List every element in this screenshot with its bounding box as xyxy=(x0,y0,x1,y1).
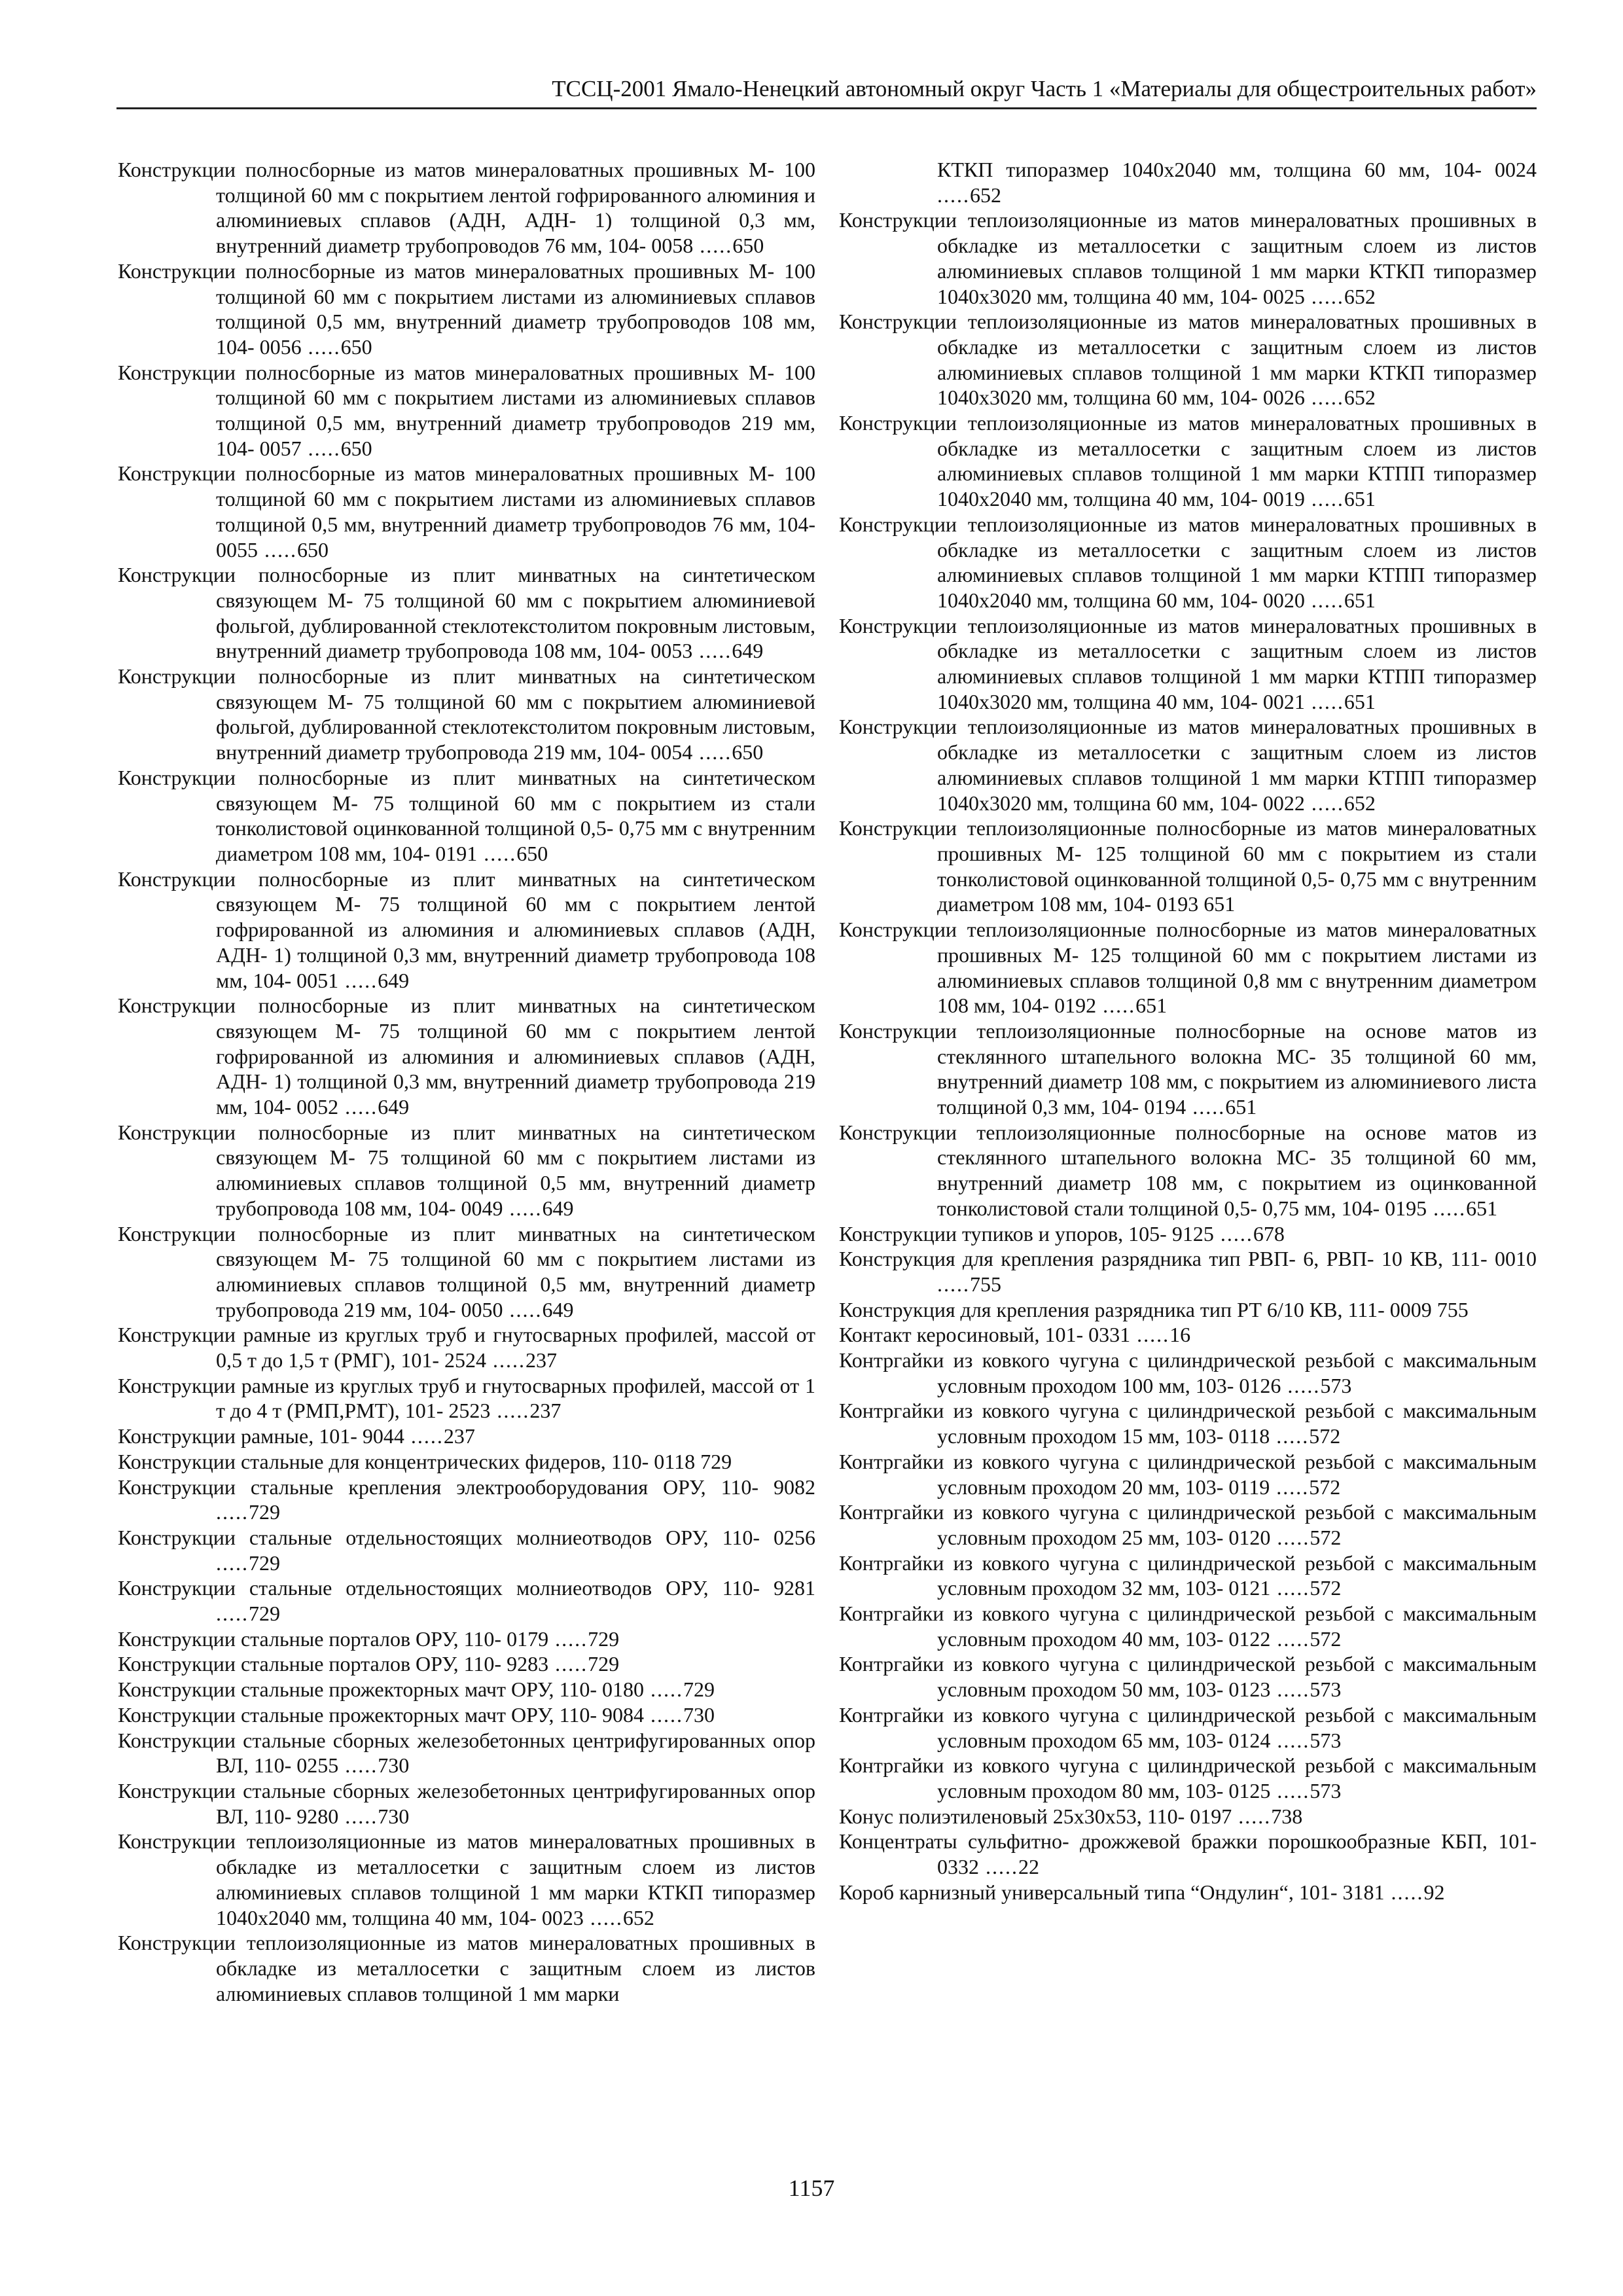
index-entry xyxy=(118,1930,815,2006)
index-entry-text: Конструкции теплоизоляционные из матов минераловатных прошивных в обкладке из металлосетки с защитным слоем из листов алюминиевых сплавов толщиной 1 мм марки КТПП типоразмер 1040х2040 мм, толщина 40 мм, 104- 0019 xyxy=(839,411,1537,511)
dot-leader: ..... xyxy=(486,1348,526,1372)
index-entry-text: Конструкции теплоизоляционные из матов минераловатных прошивных в обкладке из металлосетки с защитным слоем из листов алюминиевых сплавов толщиной 1 мм марки КТКП типоразмер 1040х3020 мм, толщина 60 мм, 104- 0026 xyxy=(839,310,1537,410)
index-entry-text: Конструкции стальные отдельностоящих молниеотводов ОРУ, 110- 0256 xyxy=(118,1525,815,1549)
dot-leader: ..... xyxy=(1270,1728,1310,1752)
index-entry-text: Контргайки из ковкого чугуна с цилиндрической резьбой с максимальным условным проходом 50 мм, 103- 0123 xyxy=(839,1652,1537,1702)
index-entry-text: Конструкции теплоизоляционные из матов минераловатных прошивных в обкладке из металлосетки с защитным слоем из листов алюминиевых сплавов толщиной 1 мм марки xyxy=(118,1931,815,2005)
dot-leader: ..... xyxy=(503,1297,543,1321)
dot-leader: ..... xyxy=(1281,1373,1321,1397)
index-entry-page: 573 xyxy=(1310,1677,1342,1702)
index-entry-text: Конструкции стальные сборных железобетонных центрифугированных опор ВЛ, 110- 0255 xyxy=(118,1728,815,1778)
index-entry-page: 652 xyxy=(1344,284,1376,308)
index-entry-text: Конструкции теплоизоляционные полносборные из матов минераловатных прошивных М- 125 толщиной 60 мм с покрытием из стали тонколистовой оцинкованной толщиной 0,5- 0,75 мм с внутренним диаметром 108 мм, 104- 0193 651 xyxy=(839,816,1537,916)
index-entry-text: Конструкции рамные из круглых труб и гнутосварных профилей, массой от 0,5 т до 1,5 т (РМГ), 101- 2524 xyxy=(118,1323,815,1372)
index-entry-text: Конструкции теплоизоляционные полносборные из матов минераловатных прошивных М- 125 толщиной 60 мм с покрытием листами из алюминиевых сплавов толщиной 0,8 мм с внутренним диаметром 108 мм, 104- 0192 xyxy=(839,918,1537,1018)
index-entry-page: 729 xyxy=(683,1677,715,1702)
index-entry xyxy=(118,157,815,259)
index-entry-page: 237 xyxy=(529,1399,562,1423)
index-entry-text: Конструкции стальные для концентрических фидеров, 110- 0118 729 xyxy=(118,1449,732,1473)
index-entry-page: 16 xyxy=(1169,1323,1191,1347)
index-entry-page: 572 xyxy=(1309,1475,1341,1499)
page-number: 1157 xyxy=(788,2175,835,2201)
index-entry xyxy=(839,613,1537,715)
index-entry-page: 729 xyxy=(249,1602,280,1626)
index-entry xyxy=(839,1221,1537,1247)
dot-leader: ..... xyxy=(1304,284,1344,308)
index-entry xyxy=(839,1753,1537,1803)
index-entry xyxy=(839,714,1537,816)
index-entry-text: Конструкции полносборные из плит минватных на синтетическом связующем М- 75 толщиной 60 мм с покрытием листами из алюминиевых сплавов толщиной 0,5 мм, внутренний диаметр трубопровода 108 мм, 104- 0049 xyxy=(118,1120,815,1220)
index-entry-text: Конструкции полносборные из плит минватных на синтетическом связующем М- 75 толщиной 60 мм с покрытием алюминиевой фольгой, дублированной стеклотекстолитом покровным листовым, внутренний диаметр трубопровода 108 мм, 104- 0053 xyxy=(118,563,815,663)
index-entry-page: 755 xyxy=(970,1272,1001,1296)
index-entry-text: Короб карнизный универсальный типа “Ондулин“, 101- 3181 xyxy=(839,1880,1385,1904)
index-entry xyxy=(839,1348,1537,1398)
dot-leader: ..... xyxy=(692,639,732,663)
dot-leader: ..... xyxy=(338,1753,378,1778)
index-entry-text: Конструкции стальные сборных железобетонных центрифугированных опор ВЛ, 110- 9280 xyxy=(118,1779,815,1828)
dot-leader: ..... xyxy=(583,1905,623,1929)
dot-leader: ..... xyxy=(490,1399,530,1423)
dot-leader: ..... xyxy=(338,1804,378,1828)
dot-leader: ..... xyxy=(1270,1626,1310,1651)
dot-leader: ..... xyxy=(548,1626,588,1651)
index-entry-text: Контргайки из ковкого чугуна с цилиндрической резьбой с максимальным условным проходом 20 мм, 103- 0119 xyxy=(839,1449,1537,1499)
index-entry-text: Контргайки из ковкого чугуна с цилиндрической резьбой с максимальным условным проходом 32 мм, 103- 0121 xyxy=(839,1551,1537,1600)
dot-leader: ..... xyxy=(1304,588,1344,612)
index-entry-text: Конструкции теплоизоляционные из матов минераловатных прошивных в обкладке из металлосетки с защитным слоем из листов алюминиевых сплавов толщиной 1 мм марки КТПП типоразмер 1040х2040 мм, толщина 60 мм, 104- 0020 xyxy=(839,512,1537,612)
index-entry xyxy=(839,1120,1537,1221)
dot-leader: ..... xyxy=(1270,1424,1310,1448)
index-entry-page: 573 xyxy=(1310,1779,1342,1803)
index-entry-text: Контргайки из ковкого чугуна с цилиндрической резьбой с максимальным условным проходом 25 мм, 103- 0120 xyxy=(839,1500,1537,1549)
index-entry xyxy=(118,1373,815,1424)
index-entry-page: 651 xyxy=(1344,588,1376,612)
index-entry xyxy=(839,1804,1537,1829)
index-entry-text: Концентраты сульфитно- дрожжевой бражки порошкообразные КБП, 101- 0332 xyxy=(839,1829,1537,1879)
index-entry-page: 649 xyxy=(732,639,764,663)
index-entry-text: Контргайки из ковкого чугуна с цилиндрической резьбой с максимальным условным проходом 15 мм, 103- 0118 xyxy=(839,1399,1537,1448)
index-entry xyxy=(118,1677,815,1702)
dot-leader: ..... xyxy=(979,1855,1018,1879)
running-header: ТССЦ-2001 Ямало-Ненецкий автономный округ Часть 1 «Материалы для общестроительных работ» xyxy=(116,71,1537,109)
dot-leader: ..... xyxy=(937,183,970,207)
index-entry-page: 650 xyxy=(732,234,764,258)
index-entry xyxy=(839,1499,1537,1550)
dot-leader: ..... xyxy=(216,1602,249,1626)
index-entry xyxy=(839,1322,1537,1348)
index-entry xyxy=(839,1398,1537,1448)
dot-leader: ..... xyxy=(1186,1095,1226,1119)
index-entry xyxy=(839,1651,1537,1702)
index-entry-text: Конструкции теплоизоляционные полносборные на основе матов из стеклянного штапельного волокна МС- 35 толщиной 60 мм, внутренний диаметр 108 мм, с покрытием из алюминиевого листа толщиной 0,3 мм, 104- 0194 xyxy=(839,1018,1537,1119)
index-entry-text: Конструкции стальные крепления электрооборудования ОРУ, 110- 9082 xyxy=(118,1475,815,1499)
index-entry-text: Конструкции рамные из круглых труб и гнутосварных профилей, массой от 1 т до 4 т (РМП,РМТ), 101- 2523 xyxy=(118,1373,815,1423)
dot-leader: ..... xyxy=(1232,1804,1272,1828)
index-entry-text: Конструкции теплоизоляционные из матов минераловатных прошивных в обкладке из металлосетки с защитным слоем из листов алюминиевых сплавов толщиной 1 мм марки КТПП типоразмер 1040х3020 мм, толщина 40 мм, 104- 0021 xyxy=(839,613,1537,713)
dot-leader: ..... xyxy=(1213,1221,1253,1246)
index-entry xyxy=(839,309,1537,410)
index-entry-page: 572 xyxy=(1310,1576,1342,1600)
index-entry xyxy=(118,1829,815,1930)
index-entry xyxy=(839,1880,1537,1905)
dot-leader: ..... xyxy=(338,1095,378,1119)
index-entry-text: Конструкции полносборные из матов минераловатных прошивных М- 100 толщиной 60 мм с покрытием листами из алюминиевых сплавов толщиной 0,5 мм, внутренний диаметр трубопроводов 219 мм, 104- 0057 xyxy=(118,360,815,460)
index-entry-page: 651 xyxy=(1344,689,1376,713)
index-entry-text: Конструкции стальные отдельностоящих молниеотводов ОРУ, 110- 9281 xyxy=(118,1576,815,1600)
index-entry-page: 650 xyxy=(340,436,372,460)
dot-leader: ..... xyxy=(693,234,733,258)
index-entry xyxy=(118,1475,815,1525)
dot-leader: ..... xyxy=(692,740,732,764)
index-entry-page: 650 xyxy=(516,841,548,865)
index-entry-text: Конструкции полносборные из матов минераловатных прошивных М- 100 толщиной 60 мм с покрытием листами из алюминиевых сплавов толщиной 0,5 мм, внутренний диаметр трубопроводов 108 мм, 104- 0056 xyxy=(118,259,815,359)
index-entry-page: 650 xyxy=(340,334,372,359)
index-entry-text: Конструкции рамные, 101- 9044 xyxy=(118,1424,404,1448)
index-entry-text: Конструкции полносборные из плит минватных на синтетическом связующем М- 75 толщиной 60 мм с покрытием лентой гофрированной из алюминия и алюминиевых сплавов (АДН, АДН- 1) толщиной 0,3 мм, внутренний диаметр трубопровода 219 мм, 104- 0052 xyxy=(118,994,815,1119)
dot-leader: ..... xyxy=(1270,1779,1310,1803)
dot-leader: ..... xyxy=(258,537,297,562)
index-entry-page: 237 xyxy=(525,1348,557,1372)
index-entry xyxy=(118,1424,815,1449)
dot-leader: ..... xyxy=(301,436,341,460)
index-entry-text: Конструкции теплоизоляционные из матов минераловатных прошивных в обкладке из металлосетки с защитным слоем из листов алюминиевых сплавов толщиной 1 мм марки КТКП типоразмер 1040х3020 мм, толщина 40 мм, 104- 0025 xyxy=(839,208,1537,308)
index-entry xyxy=(118,1120,815,1221)
index-entry-text: Конус полиэтиленовый 25х30х53, 110- 0197 xyxy=(839,1804,1232,1828)
index-entry-page: 237 xyxy=(443,1424,475,1448)
index-entry-page: 652 xyxy=(1344,791,1376,815)
dot-leader: ..... xyxy=(1270,1576,1310,1600)
index-entry-page: 730 xyxy=(378,1753,410,1778)
index-entry xyxy=(118,1449,815,1475)
index-entry-text: Конструкции полносборные из плит минватных на синтетическом связующем М- 75 толщиной 60 мм с покрытием лентой гофрированной из алюминия и алюминиевых сплавов (АДН, АДН- 1) толщиной 0,3 мм, внутренний диаметр трубопровода 108 мм, 104- 0051 xyxy=(118,867,815,992)
index-entry-page: 649 xyxy=(378,968,410,992)
index-entry xyxy=(839,816,1537,917)
index-entry-text: Конструкции стальные порталов ОРУ, 110- 9283 xyxy=(118,1652,549,1676)
index-entry xyxy=(118,1651,815,1677)
dot-leader: ..... xyxy=(548,1652,588,1676)
index-entry xyxy=(118,993,815,1120)
dot-leader: ..... xyxy=(477,841,517,865)
dot-leader: ..... xyxy=(643,1702,683,1727)
index-entry-page: 572 xyxy=(1310,1525,1342,1549)
dot-leader: ..... xyxy=(338,968,378,992)
index-entry-page: 678 xyxy=(1253,1221,1285,1246)
index-entry-text: КТКП типоразмер 1040х2040 мм, толщина 60 мм, 104- 0024 xyxy=(937,158,1537,181)
dot-leader: ..... xyxy=(503,1196,543,1220)
index-entry-text: Контргайки из ковкого чугуна с цилиндрической резьбой с максимальным условным проходом 65 мм, 103- 0124 xyxy=(839,1702,1537,1752)
index-entry xyxy=(118,1575,815,1626)
index-entry-page: 650 xyxy=(297,537,329,562)
index-entry-text: Конструкция для крепления разрядника тип РВП- 6, РВП- 10 КВ, 111- 0010 xyxy=(839,1247,1537,1271)
index-entry xyxy=(839,1601,1537,1651)
dot-leader: ..... xyxy=(1304,791,1344,815)
dot-leader: ..... xyxy=(216,1500,249,1524)
index-entry-page: 649 xyxy=(542,1196,574,1220)
index-entry xyxy=(118,360,815,461)
index-entry-text: Конструкции теплоизоляционные полносборные на основе матов из стеклянного штапельного волокна МС- 35 толщиной 60 мм, внутренний диаметр 108 мм, с покрытием из оцинкованной тонколистовой стали толщиной 0,5- 0,75 мм, 104- 0195 xyxy=(839,1120,1537,1220)
index-entry-page: 651 xyxy=(1466,1196,1498,1220)
index-entry-text: Конструкции полносборные из матов минераловатных прошивных М- 100 толщиной 60 мм с покрытием лентой гофрированного алюминия и алюминиевых сплавов (АДН, АДН- 1) толщиной 0,3 мм, внутренний диаметр трубопроводов 76 мм, 104- 0058 xyxy=(118,158,815,258)
index-entry-text: Контакт керосиновый, 101- 0331 xyxy=(839,1323,1131,1347)
index-entry xyxy=(118,461,815,562)
index-entry-page: 729 xyxy=(588,1626,620,1651)
index-entry xyxy=(839,917,1537,1018)
index-entry-page: 651 xyxy=(1344,487,1376,511)
index-entry-text: Конструкции теплоизоляционные из матов минераловатных прошивных в обкладке из металлосетки с защитным слоем из листов алюминиевых сплавов толщиной 1 мм марки КТКП типоразмер 1040х2040 мм, толщина 40 мм, 104- 0023 xyxy=(118,1829,815,1929)
index-entry-page: 649 xyxy=(542,1297,574,1321)
dot-leader: ..... xyxy=(301,334,341,359)
index-entry-text: Контргайки из ковкого чугуна с цилиндрической резьбой с максимальным условным проходом 100 мм, 103- 0126 xyxy=(839,1348,1537,1397)
index-entry-text: Контргайки из ковкого чугуна с цилиндрической резьбой с максимальным условным проходом 80 мм, 103- 0125 xyxy=(839,1753,1537,1803)
index-entry-text: Конструкция для крепления разрядника тип РТ 6/10 КВ, 111- 0009 755 xyxy=(839,1297,1469,1321)
index-entry-page: 730 xyxy=(683,1702,715,1727)
dot-leader: ..... xyxy=(1270,1525,1310,1549)
index-entry xyxy=(118,1778,815,1829)
index-entry-page: 651 xyxy=(1135,994,1168,1018)
index-entry xyxy=(118,664,815,765)
index-entry-page: 649 xyxy=(378,1095,410,1119)
dot-leader: ..... xyxy=(1304,487,1344,511)
dot-leader: ..... xyxy=(1270,1475,1310,1499)
dot-leader: ..... xyxy=(1304,386,1344,410)
dot-leader: ..... xyxy=(216,1551,249,1575)
index-entry xyxy=(839,410,1537,512)
index-entry xyxy=(118,1702,815,1728)
index-entry-page: 652 xyxy=(970,183,1001,207)
dot-leader: ..... xyxy=(1384,1880,1424,1904)
index-entry-text: Конструкции полносборные из матов минераловатных прошивных М- 100 толщиной 60 мм с покрытием листами из алюминиевых сплавов толщиной 0,5 мм, внутренний диаметр трубопроводов 76 мм, 104- 0055 xyxy=(118,461,815,562)
index-entry xyxy=(118,1525,815,1575)
index-entry xyxy=(118,765,815,867)
index-column-right xyxy=(839,157,1537,2134)
index-entry xyxy=(839,512,1537,613)
index-entry-text: Конструкции полносборные из плит минватных на синтетическом связующем М- 75 толщиной 60 мм с покрытием алюминиевой фольгой, дублированной стеклотекстолитом покровным листовым, внутренний диаметр трубопровода 219 мм, 104- 0054 xyxy=(118,664,815,764)
index-entry xyxy=(839,207,1537,309)
dot-leader: ..... xyxy=(1096,994,1136,1018)
index-entry-page: 738 xyxy=(1271,1804,1303,1828)
index-entry-page: 22 xyxy=(1018,1855,1039,1879)
index-entry-page: 651 xyxy=(1225,1095,1257,1119)
index-entry xyxy=(839,1246,1537,1297)
dot-leader: ..... xyxy=(404,1424,444,1448)
index-entry-text: Конструкции стальные порталов ОРУ, 110- 0179 xyxy=(118,1626,549,1651)
index-entry-text: Конструкции полносборные из плит минватных на синтетическом связующем М- 75 толщиной 60 мм с покрытием из стали тонколистовой оцинкованной толщиной 0,5- 0,75 мм с внутренним диаметром 108 мм, 104- 0191 xyxy=(118,765,815,865)
index-entry-page: 729 xyxy=(588,1652,620,1676)
dot-leader: ..... xyxy=(1427,1196,1467,1220)
dot-leader: ..... xyxy=(937,1272,970,1296)
index-entry-text: Конструкции стальные прожекторных мачт ОРУ, 110- 0180 xyxy=(118,1677,644,1702)
index-entry-page: 729 xyxy=(249,1551,280,1575)
index-column-left xyxy=(118,157,815,2134)
index-entry xyxy=(839,1297,1537,1323)
index-entry-text: Конструкции стальные прожекторных мачт ОРУ, 110- 9084 xyxy=(118,1702,644,1727)
index-entry-text: Конструкции полносборные из плит минватных на синтетическом связующем М- 75 толщиной 60 мм с покрытием листами из алюминиевых сплавов толщиной 0,5 мм, внутренний диаметр трубопровода 219 мм, 104- 0050 xyxy=(118,1221,815,1321)
index-entry-text: Конструкции теплоизоляционные из матов минераловатных прошивных в обкладке из металлосетки с защитным слоем из листов алюминиевых сплавов толщиной 1 мм марки КТПП типоразмер 1040х3020 мм, толщина 60 мм, 104- 0022 xyxy=(839,715,1537,815)
dot-leader: ..... xyxy=(1270,1677,1310,1702)
index-entry-page: 92 xyxy=(1423,1880,1445,1904)
index-entry-page: 573 xyxy=(1320,1373,1352,1397)
index-entry xyxy=(118,259,815,360)
index-entry-text: Конструкции тупиков и упоров, 105- 9125 xyxy=(839,1221,1214,1246)
index-entry xyxy=(839,1829,1537,1879)
dot-leader: ..... xyxy=(643,1677,683,1702)
index-entry-page: 572 xyxy=(1309,1424,1341,1448)
index-entry xyxy=(839,1018,1537,1120)
dot-leader: ..... xyxy=(1130,1323,1170,1347)
index-entry-page: 652 xyxy=(1344,386,1376,410)
index-entry xyxy=(839,157,1537,207)
index-entry-page: 572 xyxy=(1310,1626,1342,1651)
index-entry-page: 729 xyxy=(249,1500,280,1524)
index-entry xyxy=(839,1449,1537,1499)
index-entry xyxy=(118,562,815,664)
index-entry-page: 730 xyxy=(378,1804,410,1828)
index-entry xyxy=(118,1221,815,1323)
index-entry xyxy=(118,867,815,994)
index-entry-page: 573 xyxy=(1310,1728,1342,1752)
index-entry-page: 652 xyxy=(622,1905,654,1929)
index-entry xyxy=(118,1626,815,1652)
index-entry-page: 650 xyxy=(732,740,764,764)
index-entry xyxy=(118,1322,815,1372)
dot-leader: ..... xyxy=(1304,689,1344,713)
index-entry-text: Контргайки из ковкого чугуна с цилиндрической резьбой с максимальным условным проходом 40 мм, 103- 0122 xyxy=(839,1602,1537,1651)
index-entry xyxy=(839,1702,1537,1753)
index-entry xyxy=(118,1728,815,1778)
index-entry xyxy=(839,1551,1537,1601)
